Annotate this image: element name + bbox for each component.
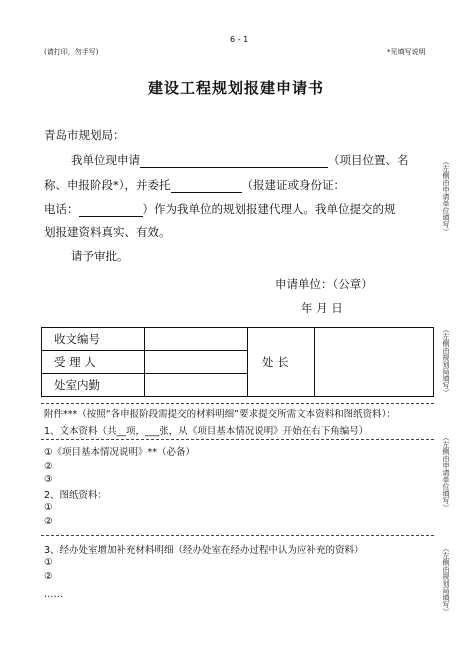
attachment-item-1-sub-2: ②: [44, 461, 53, 472]
project-name-blank[interactable]: [140, 155, 328, 168]
attachment-item-2: 2、图纸资料：: [44, 490, 108, 501]
addressee: 青岛市规划局：: [44, 128, 125, 142]
body-line-2-end: （报建证或身份证：: [241, 178, 345, 192]
attachment-item-2-sub-2: ②: [44, 516, 53, 527]
receipt-no-field[interactable]: [145, 328, 248, 351]
body-line-3-start: 电话：: [44, 202, 79, 216]
divider-3: [41, 535, 434, 536]
attachment-item-2-sub-1: ①: [44, 502, 53, 513]
attachment-item-1-sub-1: ①《项目基本情况说明》**（必备）: [44, 447, 196, 458]
body-line-2: [44, 177, 345, 193]
body-line-3: [44, 201, 396, 217]
attachment-item-1: 1、文本资料（共__项，___张，从《项目基本情况说明》开始在右下角编号）: [44, 426, 369, 437]
date-label: 年 月 日: [301, 301, 343, 315]
ellipsis: ……: [44, 589, 63, 600]
division-time-label: 处室内勤: [42, 374, 145, 397]
document-title: 建设工程规划报建申请书: [148, 79, 325, 97]
division-time-field[interactable]: [145, 374, 248, 397]
body-line-4: 划报建资料真实、有效。: [44, 225, 171, 239]
divider-1: [41, 403, 434, 404]
body-line-1: [71, 152, 409, 168]
body-line-3-end: ）作为我单位的规划报建代理人。我单位提交的规: [142, 202, 396, 216]
attachment-item-3-sub-2: ②: [44, 571, 53, 582]
side-note-bureau-2: （左侧由规划局填写）: [442, 545, 450, 615]
attachment-item-3-sub-1: ①: [44, 557, 53, 568]
receiver-field[interactable]: [145, 351, 248, 374]
page-number: 6 - 1: [230, 35, 249, 44]
attachments-title: 附件***（按照“各申报阶段需提交的材料明细”要求提交所需文本资料和图纸资料）：: [44, 409, 396, 420]
receiver-label: 受 理 人: [42, 351, 145, 374]
body-line-2-start: 称、申报阶段*），并委托: [44, 178, 171, 192]
applicant-unit: 申请单位：（公章）: [275, 277, 373, 291]
body-line-1-start: 我单位现申请: [71, 153, 140, 167]
instruction-note: *见填写说明: [387, 48, 426, 56]
side-note-bureau-1: （左侧由规划局填写）: [442, 326, 450, 396]
request-text: 请予审批。: [71, 249, 129, 263]
print-note: (请打印，勿手写): [44, 48, 99, 56]
receipt-no-label: 收文编号: [42, 328, 145, 351]
side-note-applicant-1: （左侧由申请单位填写）: [442, 158, 450, 235]
attachment-item-1-sub-3: ③: [44, 474, 53, 485]
divider-2: [41, 439, 434, 440]
agent-name-blank[interactable]: [171, 180, 242, 193]
director-label: 处 长: [248, 328, 315, 397]
attachment-item-3: 3、经办处室增加补充材料明细（经办处室在经办过程中认为应补充的资料）: [44, 545, 364, 556]
body-line-1-end: （项目位置、名: [328, 153, 409, 167]
office-use-table: [41, 327, 434, 397]
side-note-applicant-2: （左侧由申请单位填写）: [442, 434, 450, 511]
director-field[interactable]: [315, 328, 434, 397]
phone-blank[interactable]: [79, 204, 143, 217]
